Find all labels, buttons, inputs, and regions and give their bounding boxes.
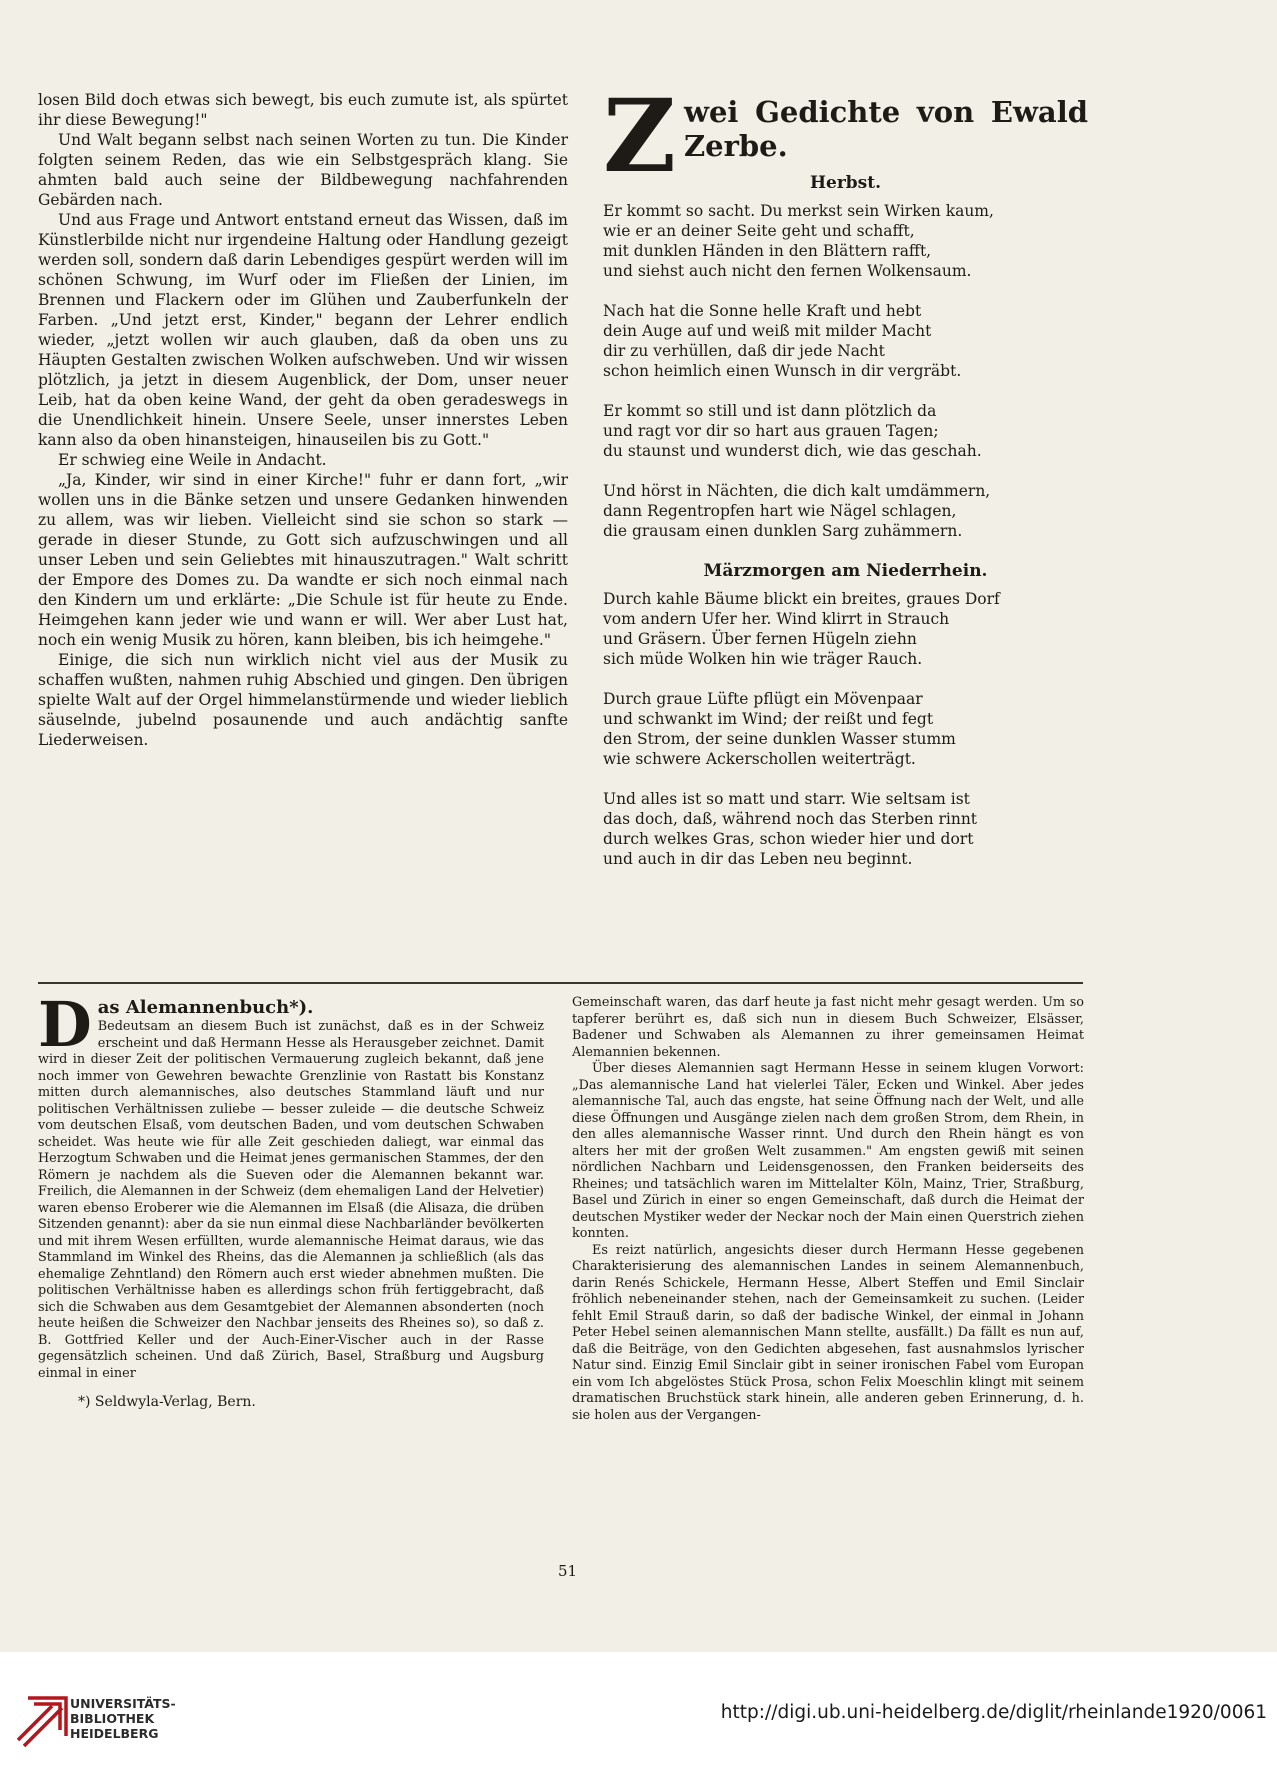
poem-line: wie er an deiner Seite geht und schafft,	[603, 222, 915, 240]
poem-stanza	[603, 689, 1088, 769]
library-footer	[0, 1652, 1277, 1771]
poem-title-maerzmorgen: Märzmorgen am Niederrhein.	[703, 561, 988, 581]
section-divider	[38, 982, 1083, 984]
poem-line: wie schwere Ackerschollen weiterträgt.	[603, 750, 916, 768]
article-title: as Alemannenbuch*).	[97, 997, 314, 1018]
library-name-line: HEIDELBERG	[70, 1726, 159, 1741]
poem-line: vom andern Ufer her. Wind klirrt in Strauch	[603, 610, 950, 628]
poem-stanza	[603, 589, 1088, 669]
article-dropcap: D	[38, 988, 92, 1061]
story-paragraph: Er schwieg eine Weile in Andacht.	[58, 451, 327, 469]
poem-line: Er kommt so sacht. Du merkst sein Wirken kaum,	[603, 202, 994, 220]
article-paragraph: Gemeinschaft waren, das darf heute ja fast nicht mehr gesagt werden. Um so tapferer berührt es, daß sich nun in diesem Buch Schweizer, Elsässer, Badener und Schwaben als Alemannen zu ihrer gemeinsamen Heimat Alemannien bekennen.	[572, 995, 1084, 1060]
poem-stanza	[603, 789, 1088, 869]
poems-column	[603, 77, 1088, 889]
library-name-line: UNIVERSITÄTS-	[70, 1696, 176, 1711]
poem-line: mit dunklen Händen in den Blättern rafft,	[603, 242, 932, 260]
poem-line: Er kommt so still und ist dann plötzlich da	[603, 402, 937, 420]
article-paragraph: Es reizt natürlich, angesichts dieser durch Hermann Hesse gegebenen Charakterisierung des alemannischen Landes in seinem Alemannenbuch, darin Renés Schickele, Hermann Hesse, Albert Steffen und Emil Sinclair fröhlich nebeneinander stehen, nach der Gemeinsamkeit zu suchen. (Leider fehlt Emil Strauß darin, so daß der badische Winkel, der einmal in Johann Peter Hebel seinen alemannischen Mann stellte, ausfällt.) Da fällt es nun auf, daß die Beiträge, von den Gedichten abgesehen, fast ausnahmslos lyrischer Natur sind. Einzig Emil Sinclair gibt in seiner ironischen Fabel vom Europan ein vom Ich abgelöstes Stück Prosa, schon Felix Moeschlin klingt mit seinem dramatischen Bruchstück stark hinein, alle anderen geben Erinnerung, d. h. sie holen aus der Vergangen-	[572, 1242, 1084, 1423]
library-logo-icon	[12, 1690, 72, 1750]
story-paragraph: Und aus Frage und Antwort entstand erneut das Wissen, daß im Künstlerbilde nicht nur irgendeine Haltung oder Handlung gezeigt werden soll, sondern daß darin Lebendiges gespürt werden will im schönen Schwung, im Wurf oder im Fließen der Linien, im Brennen und Flackern oder im Glühen und Zauberfunkeln der Farben. „Und jetzt erst, Kinder," begann der Lehrer endlich wieder, „jetzt wollen wir auch glauben, daß da oben uns zu Häupten Gestalten zwischen Wolken aufschweben. Und wir wissen plötzlich, ja jetzt in diesem Augenblick, der Dom, unser neuer Leib, hat da oben keine Wand, der geht da oben geradeswegs in die Unendlichkeit hinein. Unsere Seele, unser innerstes Leben kann also da oben hinansteigen, hinauseilen bis zu Gott."	[38, 211, 568, 449]
poem-line: den Strom, der seine dunklen Wasser stumm	[603, 730, 956, 748]
poem-line: durch welkes Gras, schon wieder hier und dort	[603, 830, 974, 848]
poem-stanza	[603, 401, 1088, 461]
poem-line: und schwankt im Wind; der reißt und fegt	[603, 710, 934, 728]
story-paragraph: Und Walt begann selbst nach seinen Worten zu tun. Die Kinder folgten seinem Reden, das wie ein Selbstgespräch klang. Sie ahmten bald auch seine der Bildbewegung nachfahrenden Gebärden nach.	[38, 131, 568, 209]
poem-line: die grausam einen dunklen Sarg zuhämmern.	[603, 522, 963, 540]
poem-line: Und alles ist so matt und starr. Wie seltsam ist	[603, 790, 970, 808]
poem-line: und ragt vor dir so hart aus grauen Tagen;	[603, 422, 939, 440]
library-name-line: BIBLIOTHEK	[70, 1711, 155, 1726]
poem-line: dann Regentropfen hart wie Nägel schlagen,	[603, 502, 957, 520]
poem-line: und Gräsern. Über fernen Hügeln ziehn	[603, 630, 917, 648]
poem-title-herbst: Herbst.	[809, 173, 882, 193]
story-paragraph: „Ja, Kinder, wir sind in einer Kirche!" fuhr er dann fort, „wir wollen uns in die Bänke setzen und unsere Gedanken hinwenden zu allem, was wir lieben. Vielleicht sind sie schon so stark — gerade in dieser Stunde, zu Gott sich aufzuschwingen und all unser Leben und sein Geliebtes mit hinauszutragen." Walt schritt der Empore des Domes zu. Da wandte er sich noch einmal nach den Kindern um und erklärte: „Die Schule ist für heute zu Ende. Heimgehen kann jeder wie und wann er will. Wer aber Lust hat, noch ein wenig Musik zu hören, kann bleiben, bis ich heimgehe."	[38, 471, 568, 649]
poem-line: das doch, daß, während noch das Sterben rinnt	[603, 810, 978, 828]
poem-line: sich müde Wolken hin wie träger Rauch.	[603, 650, 923, 668]
poem-line: schon heimlich einen Wunsch in dir vergräbt.	[603, 362, 962, 380]
article-paragraph: Über dieses Alemannien sagt Hermann Hesse in seinem klugen Vorwort: „Das alemannische Land hat vielerlei Täler, Ecken und Winkel. Aber jedes alemannische Tal, auch das engste, hat seine Öffnung nach der Welt, und alle diese Öffnungen und Ausgänge zielen nach dem großen Strom, dem Rhein, in den alles alemannische Wasser rinnt. Und durch den Rhein hängt es von alters her mit der großen Welt zusammen." Am engsten gewiß mit seinen nördlichen Nachbarn und Leidensgenossen, den Franken beiderseits des Rheines; und tatsächlich waren im Mittelalter Köln, Mainz, Trier, Straßburg, Basel und Zürich in einer so engen Gemeinschaft, daß durch die Heimat der deutschen Mystiker weder der Neckar noch der Main einen Querstrich ziehen konnten.	[572, 1061, 1084, 1241]
poem-line: Durch kahle Bäume blickt ein breites, graues Dorf	[603, 590, 1000, 608]
poem-line: Nach hat die Sonne helle Kraft und hebt	[603, 302, 922, 320]
poem-line: Und hörst in Nächten, die dich kalt umdämmern,	[603, 482, 991, 500]
article-heading	[38, 988, 544, 1061]
source-url-link[interactable]: http://digi.ub.uni-heidelberg.de/diglit/rheinlande1920/0061	[720, 1702, 1267, 1723]
story-column	[38, 90, 568, 750]
poem-line: dir zu verhüllen, daß dir jede Nacht	[603, 342, 885, 360]
poem-stanza	[603, 301, 1088, 381]
article-column-right	[572, 995, 1084, 1424]
article-paragraph: Bedeutsam an diesem Buch ist zunächst, daß es in der Schweiz erscheint und daß Hermann Hesse als Herausgeber zeichnet. Damit wird in dieser Zeit der politischen Vermauerung zugleich bekannt, daß jene noch immer von Gewehren bewachte Grenzlinie von Rastatt bis Konstanz mitten durch alemannisches, also deutsches Stammland läuft und nur politischen Verhältnissen zuliebe — besser zuleide — die deutsche Schweiz vom deutschen Elsaß, vom deutschen Baden, und vom deutschen Schwaben scheidet. Was heute wie für alle Zeit geschieden daliegt, war einmal das Herzogtum Schwaben und die Heimat jenes germanischen Stammes, der den Römern je nachdem als die Sueven oder die Alemannen bekannt war. Freilich, die Alemannen in der Schweiz (dem ehemaligen Land der Helvetier) waren ebenso Eroberer wie die Alemannen im Elsaß (die Alisaza, die drüben Sitzenden genannt): aber da sie nun einmal diese Nachbarländer bevölkerten und mit ihrem Wesen erfüllten, wurde alemannische Heimat daraus, wie das Stammland im Winkel des Rheins, das die Alemannen ja schließlich (als das ehemalige Zehntland) den Römern auch erst wieder abnehmen mußten. Die politischen Verhältnisse haben es allerdings schon früh fertiggebracht, daß sich die Schwaben aus dem Gesamtgebiet der Alemannen absonderten (noch heute heißen die Schweizer den Nachbar jenseits des Rheines so), so daß z. B. Gottfried Keller und der Auch-Einer-Vischer auch in der Rasse gegensätzlich scheinen. Und daß Zürich, Basel, Straßburg und Augsburg einmal in einer	[38, 1019, 544, 1381]
article-column-left	[38, 988, 544, 1411]
library-name	[70, 1696, 176, 1741]
poem-line: und siehst auch nicht den fernen Wolkensaum.	[603, 262, 972, 280]
poem-line: du staunst und wunderst dich, wie das geschah.	[603, 442, 982, 460]
footnote: *) Seldwyla-Verlag, Bern.	[78, 1394, 256, 1410]
poem-line: und auch in dir das Leben neu beginnt.	[603, 850, 913, 868]
poem-line: dein Auge auf und weiß mit milder Macht	[603, 322, 932, 340]
poem-stanza	[603, 481, 1088, 541]
story-paragraph: Einige, die sich nun wirklich nicht viel aus der Musik zu schaffen wußten, nahmen ruhig Abschied und gingen. Den übrigen spielte Walt auf der Orgel himmelanstürmende und wieder lieblich säuselnde, jubelnd posaunende und auch andächtig sanfte Liederweisen.	[38, 651, 568, 749]
page-number: 51	[558, 1562, 578, 1580]
poem-stanza	[603, 201, 1088, 281]
poem-line: Durch graue Lüfte pflügt ein Mövenpaar	[603, 690, 923, 708]
poems-dropcap: Z	[603, 77, 676, 195]
poems-heading-text: wei Gedichte von Ewald Zerbe.	[684, 95, 1088, 163]
story-paragraph: losen Bild doch etwas sich bewegt, bis euch zumute ist, als spürtet ihr diese Bewegung!"	[38, 91, 568, 129]
